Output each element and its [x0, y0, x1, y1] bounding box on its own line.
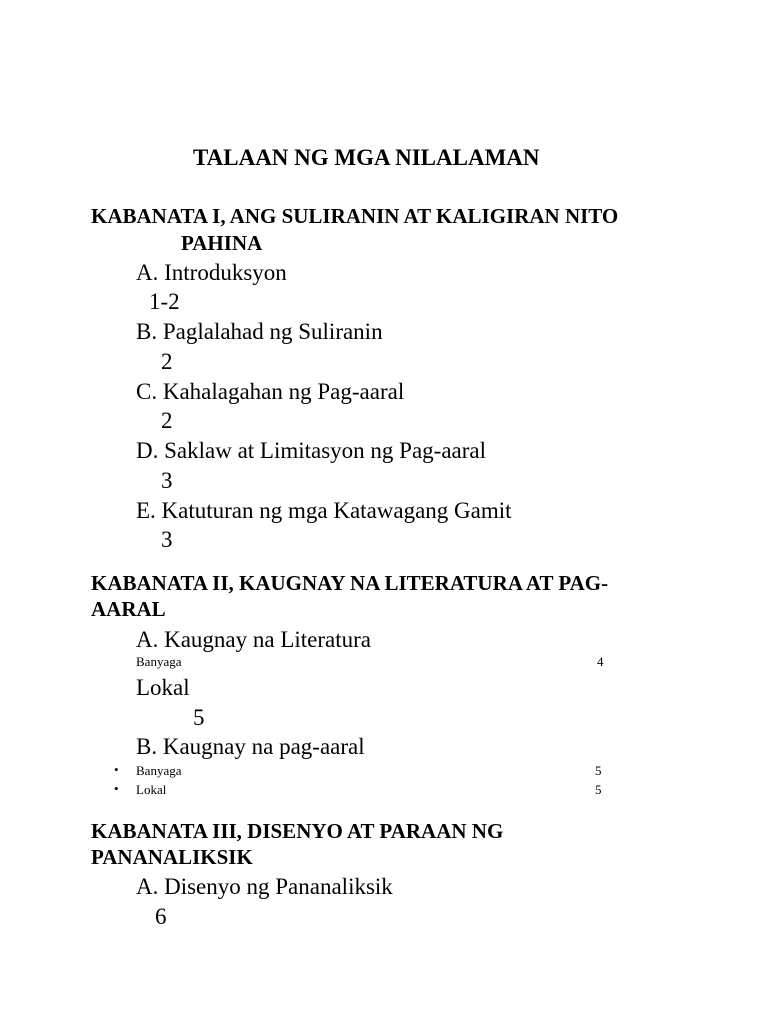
toc-entry-disenyo: A. Disenyo ng Pananaliksik [136, 874, 393, 899]
toc-entry-kahalagahan: C. Kahalagahan ng Pag-aaral [136, 379, 405, 404]
toc-bullet-lokal: Lokal [136, 782, 167, 797]
toc-bullet-banyaga: Banyaga [136, 763, 182, 778]
chapter-1-heading: KABANATA I, ANG SULIRANIN AT KALIGIRAN NITO [91, 204, 619, 228]
toc-entry-katuturan: E. Katuturan ng mga Katawagang Gamit [136, 498, 512, 523]
toc-page-number: 6 [155, 904, 167, 929]
toc-page-number: 1-2 [149, 289, 180, 314]
toc-entry-saklaw: D. Saklaw at Limitasyon ng Pag-aaral [136, 438, 487, 463]
toc-page-number: 3 [161, 527, 173, 552]
toc-entry-kaugnay-literatura: A. Kaugnay na Literatura [136, 627, 372, 652]
toc-page-number: 2 [161, 349, 173, 374]
toc-page-number: 2 [161, 408, 173, 433]
toc-page-number: 5 [595, 763, 602, 778]
chapter-3-heading-continued: PANANALIKSIK [91, 845, 253, 869]
bullet-icon: • [114, 762, 119, 777]
toc-subentry-banyaga: Banyaga [136, 654, 182, 669]
toc-entry-kaugnay-pag-aaral: B. Kaugnay na pag-aaral [136, 734, 365, 759]
chapter-3-heading: KABANATA III, DISENYO AT PARAAN NG [91, 819, 504, 843]
toc-entry-paglalahad: B. Paglalahad ng Suliranin [136, 319, 383, 344]
bullet-icon: • [114, 781, 119, 796]
toc-page-number: 5 [193, 705, 205, 730]
toc-page-number: 5 [595, 782, 602, 797]
chapter-2-heading: KABANATA II, KAUGNAY NA LITERATURA AT PAG- [91, 571, 609, 595]
toc-entry-introduksyon: A. Introduksyon [136, 260, 287, 285]
pahina-column-label: PAHINA [181, 231, 263, 255]
toc-page-number: 4 [597, 654, 604, 669]
toc-subentry-lokal: Lokal [136, 675, 190, 700]
toc-page-number: 3 [161, 468, 173, 493]
document-title: TALAAN NG MGA NILALAMAN [193, 145, 540, 170]
chapter-2-heading-continued: AARAL [91, 597, 166, 621]
